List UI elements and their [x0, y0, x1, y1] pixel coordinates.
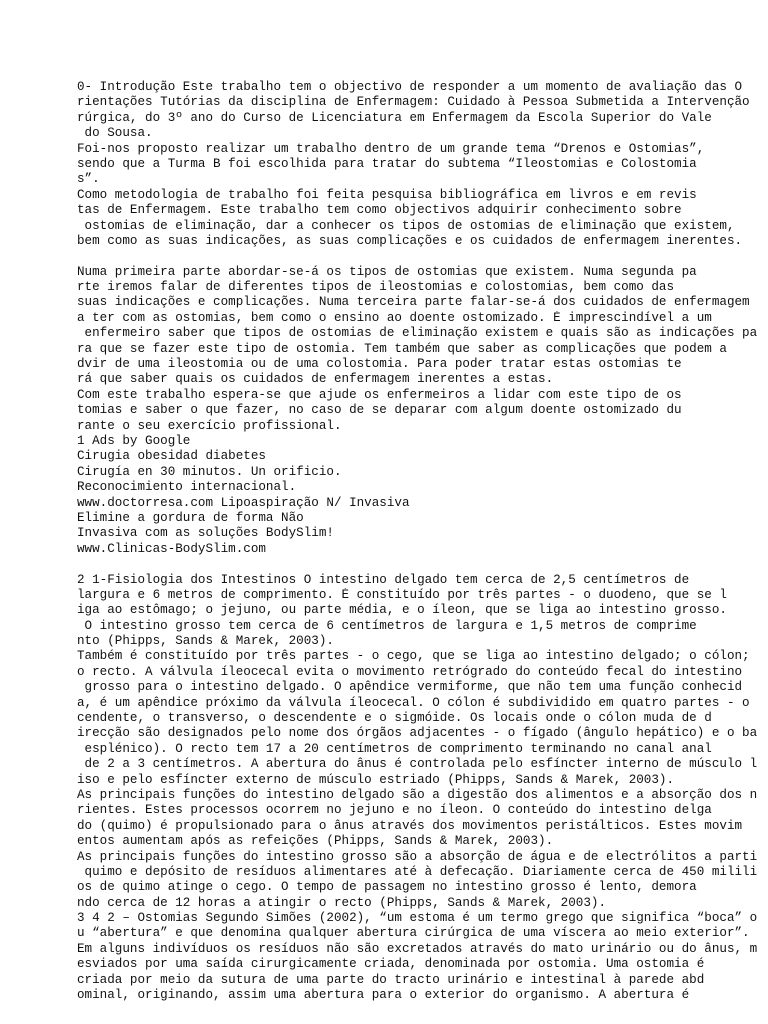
text-line: u “abertura” e que denomina qualquer abertura cirúrgica de uma víscera ao meio exterior”.: [77, 926, 750, 941]
text-line: 1 Ads by Google: [77, 433, 191, 448]
text-line: dvir de uma ileostomia ou de uma colostomia. Para poder tratar estas ostomias te: [77, 357, 682, 372]
text-line: iga ao estômago; o jejuno, ou parte média, e o íleon, que se liga ao intestino grosso.: [77, 603, 727, 618]
text-line: esviados por uma saída cirurgicamente criada, denominada por ostomia. Uma ostomia é: [77, 957, 705, 972]
text-line: O intestino grosso tem cerca de 6 centímetros de largura e 1,5 metros de comprime: [77, 618, 697, 633]
text-line: iso e pelo esfíncter externo de músculo estriado (Phipps, Sands & Marek, 2003).: [77, 772, 675, 787]
text-line: rte iremos falar de diferentes tipos de ileostomias e colostomias, bem como das: [77, 280, 675, 295]
text-line: Cirugia obesidad diabetes: [77, 449, 266, 464]
text-line: do Sousa.: [77, 126, 153, 141]
text-line: suas indicações e complicações. Numa terceira parte falar-se-á dos cuidados de enfermagem: [77, 295, 750, 310]
text-line: do (quimo) é propulsionado para o ânus através dos movimentos peristálticos. Estes movim: [77, 818, 743, 833]
text-line: rúrgica, do 3º ano do Curso de Licenciatura em Enfermagem da Escola Superior do Vale: [77, 110, 712, 125]
text-line: Cirugía en 30 minutos. Un orificio.: [77, 464, 342, 479]
text-line: ndo cerca de 12 horas a atingir o recto (Phipps, Sands & Marek, 2003).: [77, 895, 607, 910]
text-line: a ter com as ostomias, bem como o ensino ao doente ostomizado. É imprescindível a um: [77, 310, 712, 325]
text-line: rá que saber quais os cuidados de enfermagem inerentes a estas.: [77, 372, 554, 387]
text-line: www.Clinicas-BodySlim.com: [77, 541, 266, 556]
text-line: de 2 a 3 centímetros. A abertura do ânus é controlada pelo esfíncter interno de músculo l: [77, 757, 758, 772]
text-line: Em alguns indivíduos os resíduos não são excretados através do mato urinário ou do ânus, m: [77, 941, 758, 956]
document-body: [77, 80, 768, 1003]
text-line: [77, 249, 768, 264]
text-line: tomias e saber o que fazer, no caso de se deparar com algum doente ostomizado du: [77, 403, 682, 418]
text-line: os de quimo atinge o cego. O tempo de passagem no intestino grosso é lento, demora: [77, 880, 697, 895]
text-line: rientações Tutórias da disciplina de Enfermagem: Cuidado à Pessoa Submetida a Intervenção: [77, 95, 750, 110]
text-line: cendente, o transverso, o descendente e o sigmóide. Os locais onde o cólon muda de d: [77, 711, 712, 726]
text-line: quimo e depósito de resíduos alimentares até à defecação. Diariamente cerca de 450 milili: [77, 864, 758, 879]
text-line: Como metodologia de trabalho foi feita pesquisa bibliográfica em livros e em revis: [77, 187, 697, 202]
text-line: grosso para o intestino delgado. O apêndice vermiforme, que não tem uma função conhecid: [77, 680, 743, 695]
text-line: 3 4 2 – Ostomias Segundo Simões (2002), “um estoma é um termo grego que significa “boca” o: [77, 911, 758, 926]
text-line: 0- Introdução Este trabalho tem o objectivo de responder a um momento de avaliação das O: [77, 80, 743, 94]
text-line: www.doctorresa.com Lipoaspiração N/ Invasiva: [77, 495, 410, 510]
text-line: rante o seu exercício profissional.: [77, 418, 342, 433]
text-line: criada por meio da sutura de uma parte do tracto urinário e intestinal à parede abd: [77, 972, 705, 987]
text-line: entos aumentam após as refeições (Phipps, Sands & Marek, 2003).: [77, 834, 554, 849]
text-line: o recto. A válvula íleocecal evita o movimento retrógrado do conteúdo fecal do intestino: [77, 664, 743, 679]
text-line: s”.: [77, 172, 100, 187]
text-line: Com este trabalho espera-se que ajude os enfermeiros a lidar com este tipo de os: [77, 387, 682, 402]
text-line: bem como as suas indicações, as suas complicações e os cuidados de enfermagem inerentes.: [77, 233, 743, 248]
text-line: esplénico). O recto tem 17 a 20 centímetros de comprimento terminando no canal anal: [77, 741, 712, 756]
text-line: Elimine a gordura de forma Não: [77, 510, 304, 525]
text-line: nto (Phipps, Sands & Marek, 2003).: [77, 634, 334, 649]
text-line: tas de Enfermagem. Este trabalho tem como objectivos adquirir conhecimento sobre: [77, 203, 682, 218]
text-line: Foi-nos proposto realizar um trabalho dentro de um grande tema “Drenos e Ostomias”,: [77, 141, 705, 156]
text-line: sendo que a Turma B foi escolhida para tratar do subtema “Ileostomias e Colostomia: [77, 156, 697, 171]
text-line: largura e 6 metros de comprimento. É constituído por três partes - o duodeno, que se l: [77, 587, 727, 602]
text-line: As principais funções do intestino grosso são a absorção de água e de electrólitos a parti: [77, 849, 758, 864]
text-line: rientes. Estes processos ocorrem no jejuno e no íleon. O conteúdo do intestino delga: [77, 803, 712, 818]
text-line: ra que se fazer este tipo de ostomia. Tem também que saber as complicações que podem a: [77, 341, 727, 356]
text-line: Reconocimiento internacional.: [77, 480, 297, 495]
text-line: ostomias de eliminação, dar a conhecer os tipos de ostomias de eliminação que existem,: [77, 218, 735, 233]
text-line: ominal, originando, assim uma abertura para o exterior do organismo. A abertura é: [77, 988, 690, 1003]
text-line: Invasiva com as soluções BodySlim!: [77, 526, 334, 541]
text-line: Também é constituído por três partes - o cego, que se liga ao intestino delgado; o cólon;: [77, 649, 750, 664]
text-line: irecção são designados pelo nome dos órgãos adjacentes - o fígado (ângulo hepático) e o ba: [77, 726, 758, 741]
text-line: 2 1-Fisiologia dos Intestinos O intestino delgado tem cerca de 2,5 centímetros de: [77, 572, 690, 587]
text-line: enfermeiro saber que tipos de ostomias de eliminação existem e quais são as indicações pa: [77, 326, 758, 341]
text-line: [77, 557, 768, 572]
text-line: Numa primeira parte abordar-se-á os tipos de ostomias que existem. Numa segunda pa: [77, 264, 697, 279]
text-line: As principais funções do intestino delgado são a digestão dos alimentos e a absorção dos n: [77, 787, 758, 802]
text-line: a, é um apêndice próximo da válvula íleocecal. O cólon é subdividido em quatro partes - o: [77, 695, 750, 710]
